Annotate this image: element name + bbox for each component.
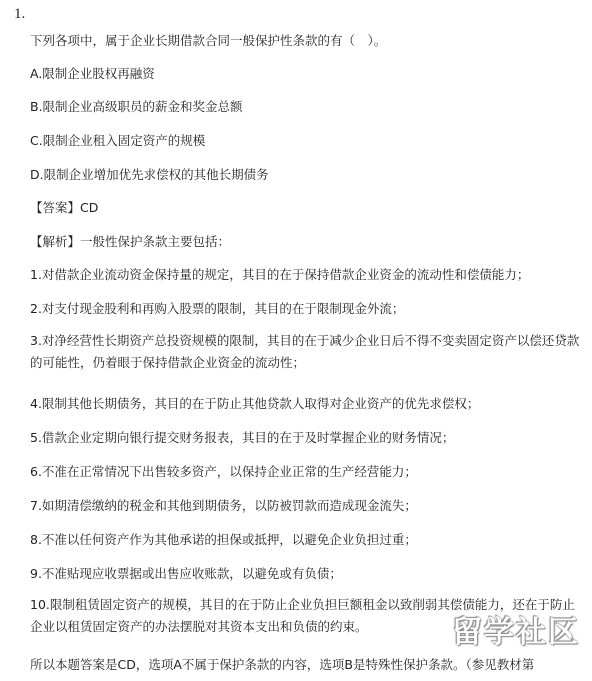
question-number: 1. [14, 6, 26, 22]
analysis-item-6: 6.不准在正常情况下出售较多资产，以保持企业正常的生产经营能力； [30, 464, 417, 479]
analysis-intro: 【解析】一般性保护条款主要包括： [30, 234, 231, 249]
answer-label: 【答案】CD [30, 200, 99, 215]
option-d: D.限制企业增加优先求偿权的其他长期债务 [30, 167, 269, 182]
question-stem: 下列各项中，属于企业长期借款合同一般保护性条款的有（ ）。 [30, 33, 387, 48]
option-a: A.限制企业股权再融资 [30, 66, 155, 81]
option-b: B.限制企业高级职员的薪金和奖金总额 [30, 99, 243, 114]
analysis-item-9: 9.不准贴现应收票据或出售应收账款，以避免或有负债； [30, 566, 342, 581]
watermark-logo: 留学社区 [452, 615, 580, 650]
analysis-conclusion: 所以本题答案是CD，选项A不属于保护条款的内容，选项B是特殊性保护条款。（参见教材第 [30, 657, 535, 672]
analysis-item-8: 8.不准以任何资产作为其他承诺的担保或抵押，以避免企业负担过重； [30, 532, 417, 547]
analysis-item-10: 10.限制租赁固定资产的规模，其目的在于防止企业负担巨额租金以致削弱其偿债能力，还在于防止企业以租赁固定资产的办法摆脱对其资本支出和负债的约束。 [30, 597, 575, 634]
analysis-item-2: 2.对支付现金股利和再购入股票的限制，其目的在于限制现金外流； [30, 301, 405, 316]
option-c: C.限制企业租入固定资产的规模 [30, 133, 206, 148]
analysis-item-5: 5.借款企业定期向银行提交财务报表，其目的在于及时掌握企业的财务情况； [30, 430, 455, 445]
analysis-item-7: 7.如期清偿缴纳的税金和其他到期债务，以防被罚款而造成现金流失； [30, 498, 417, 513]
analysis-item-4: 4.限制其他长期债务，其目的在于防止其他贷款人取得对企业资产的优先求偿权； [30, 396, 480, 411]
analysis-item-3: 3.对净经营性长期资产总投资规模的限制，其目的在于减少企业日后不得不变卖固定资产以偿还贷款的可能性，仍着眼于保持借款企业资金的流动性； [30, 333, 580, 370]
analysis-item-1: 1.对借款企业流动资金保持量的规定，其目的在于保持借款企业资金的流动性和偿债能力； [30, 267, 530, 282]
